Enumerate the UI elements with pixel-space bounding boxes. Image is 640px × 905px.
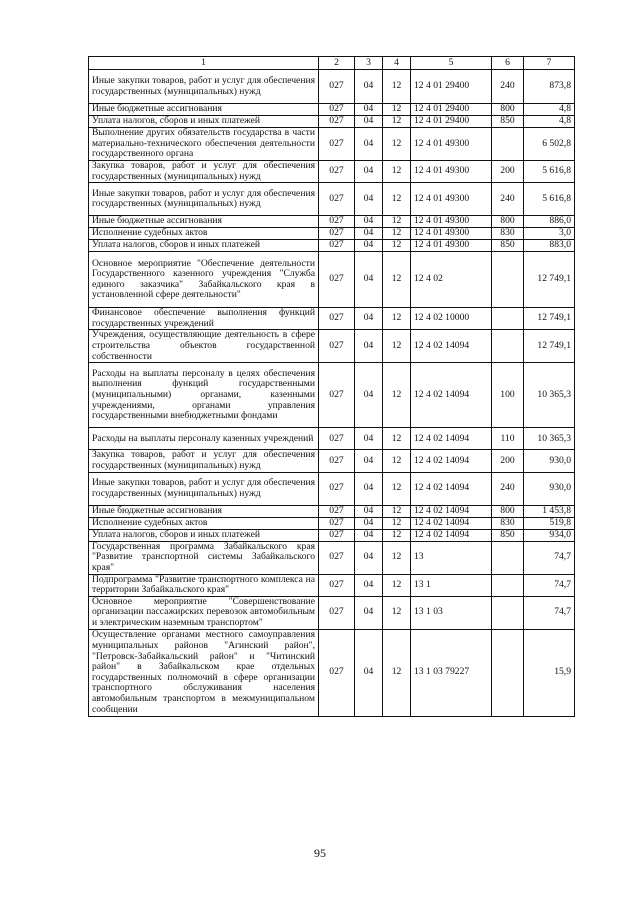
row-grbs: 027: [319, 228, 355, 240]
row-subsection: 12: [383, 116, 411, 128]
row-expense-type: 200: [492, 450, 524, 472]
row-amount: 74,7: [524, 574, 575, 596]
row-section: 04: [355, 517, 383, 529]
row-subsection: 12: [383, 240, 411, 252]
row-grbs: 027: [319, 428, 355, 450]
row-target-article: 12 4 02 10000: [411, 308, 492, 330]
row-name: Расходы на выплаты персоналу казенных учреждений: [89, 428, 319, 450]
table-row: [89, 428, 575, 450]
table-row: [89, 116, 575, 128]
table-row: [89, 541, 575, 574]
row-subsection: 12: [383, 629, 411, 716]
table-row: [89, 252, 575, 308]
row-section: 04: [355, 228, 383, 240]
row-subsection: 12: [383, 363, 411, 428]
table-row: [89, 216, 575, 228]
row-subsection: 12: [383, 541, 411, 574]
row-name: Иные бюджетные ассигнования: [89, 505, 319, 517]
row-name: Иные бюджетные ассигнования: [89, 216, 319, 228]
table-row: [89, 472, 575, 505]
row-amount: 12 749,1: [524, 252, 575, 308]
row-expense-type: [492, 629, 524, 716]
row-name: Исполнение судебных актов: [89, 517, 319, 529]
row-section: 04: [355, 541, 383, 574]
row-target-article: 12 4 02 14094: [411, 505, 492, 517]
row-section: 04: [355, 529, 383, 541]
row-section: 04: [355, 629, 383, 716]
row-expense-type: 850: [492, 116, 524, 128]
row-subsection: 12: [383, 128, 411, 161]
col-header-amount: 7: [524, 57, 575, 70]
row-amount: 12 749,1: [524, 330, 575, 363]
table-header-row: [89, 57, 575, 70]
row-name: Иные закупки товаров, работ и услуг для обеспечения государственных (муниципальных) нужд: [89, 70, 319, 104]
row-amount: 15,9: [524, 629, 575, 716]
row-target-article: 12 4 02 14094: [411, 330, 492, 363]
row-subsection: 12: [383, 574, 411, 596]
row-amount: 10 365,3: [524, 428, 575, 450]
table-row: [89, 505, 575, 517]
row-section: 04: [355, 505, 383, 517]
row-expense-type: [492, 574, 524, 596]
row-section: 04: [355, 216, 383, 228]
row-target-article: 12 4 01 49300: [411, 183, 492, 216]
row-amount: 519,8: [524, 517, 575, 529]
row-expense-type: [492, 252, 524, 308]
row-section: 04: [355, 450, 383, 472]
row-name: Иные закупки товаров, работ и услуг для обеспечения государственных (муниципальных) нужд: [89, 472, 319, 505]
table-row: [89, 161, 575, 183]
row-amount: 6 502,8: [524, 128, 575, 161]
row-amount: 934,0: [524, 529, 575, 541]
row-name: Уплата налогов, сборов и иных платежей: [89, 240, 319, 252]
row-target-article: 12 4 02 14094: [411, 472, 492, 505]
row-grbs: 027: [319, 183, 355, 216]
row-amount: 5 616,8: [524, 161, 575, 183]
row-expense-type: [492, 308, 524, 330]
row-subsection: 12: [383, 161, 411, 183]
row-subsection: 12: [383, 428, 411, 450]
row-section: 04: [355, 596, 383, 629]
row-expense-type: 800: [492, 104, 524, 116]
row-amount: 4,8: [524, 116, 575, 128]
row-target-article: 12 4 01 49300: [411, 240, 492, 252]
row-section: 04: [355, 161, 383, 183]
row-target-article: 12 4 01 49300: [411, 161, 492, 183]
row-section: 04: [355, 308, 383, 330]
row-name: Закупка товаров, работ и услуг для обеспечения государственных (муниципальных) нужд: [89, 450, 319, 472]
table-row: [89, 596, 575, 629]
row-target-article: 12 4 01 49300: [411, 228, 492, 240]
row-grbs: 027: [319, 240, 355, 252]
row-target-article: 13 1 03 79227: [411, 629, 492, 716]
row-expense-type: 240: [492, 183, 524, 216]
row-target-article: 13 1: [411, 574, 492, 596]
row-target-article: 12 4 01 29400: [411, 104, 492, 116]
row-expense-type: 110: [492, 428, 524, 450]
row-target-article: 12 4 02 14094: [411, 529, 492, 541]
row-expense-type: [492, 596, 524, 629]
row-subsection: 12: [383, 517, 411, 529]
row-grbs: 027: [319, 116, 355, 128]
row-section: 04: [355, 240, 383, 252]
row-target-article: 12 4 02 14094: [411, 450, 492, 472]
row-section: 04: [355, 428, 383, 450]
row-name: Основное мероприятие "Обеспечение деятельности Государственного казенного учреждения "Служба единого заказчика" Забайкальского края в установленной сфере деятельности": [89, 252, 319, 308]
table-row: [89, 240, 575, 252]
col-header-section: 3: [355, 57, 383, 70]
row-grbs: 027: [319, 128, 355, 161]
row-amount: 5 616,8: [524, 183, 575, 216]
row-expense-type: 200: [492, 161, 524, 183]
col-header-name: 1: [89, 57, 319, 70]
row-section: 04: [355, 128, 383, 161]
table-body: [89, 70, 575, 717]
row-amount: 1 453,8: [524, 505, 575, 517]
table-row: [89, 308, 575, 330]
col-header-target-article: 5: [411, 57, 492, 70]
row-amount: 74,7: [524, 596, 575, 629]
row-grbs: 027: [319, 363, 355, 428]
row-grbs: 027: [319, 629, 355, 716]
row-grbs: 027: [319, 574, 355, 596]
row-expense-type: 830: [492, 517, 524, 529]
row-subsection: 12: [383, 330, 411, 363]
row-amount: 10 365,3: [524, 363, 575, 428]
row-subsection: 12: [383, 104, 411, 116]
table-row: [89, 70, 575, 104]
row-subsection: 12: [383, 596, 411, 629]
table-row: [89, 128, 575, 161]
row-name: Уплата налогов, сборов и иных платежей: [89, 116, 319, 128]
table-row: [89, 450, 575, 472]
row-target-article: 12 4 01 49300: [411, 128, 492, 161]
row-grbs: 027: [319, 330, 355, 363]
table-row: [89, 574, 575, 596]
row-name: Уплата налогов, сборов и иных платежей: [89, 529, 319, 541]
row-expense-type: 800: [492, 216, 524, 228]
table-row: [89, 629, 575, 716]
row-name: Осуществление органами местного самоуправления муниципальных районов "Агинский район", "Петровск-Забайкальский район" и "Читинский район" в Забайкальском крае отдельных государственных полномочий в сфере организации транспортного обслуживания населения автомобильным транспортом в межмуниципальном сообщении: [89, 629, 319, 716]
row-amount: 74,7: [524, 541, 575, 574]
row-amount: 930,0: [524, 472, 575, 505]
row-section: 04: [355, 183, 383, 216]
table-row: [89, 529, 575, 541]
row-name: Исполнение судебных актов: [89, 228, 319, 240]
row-grbs: 027: [319, 450, 355, 472]
col-header-grbs: 2: [319, 57, 355, 70]
row-name: Выполнение других обязательств государства в части материально-технического обеспечения деятельности государственного органа: [89, 128, 319, 161]
row-target-article: 12 4 02 14094: [411, 428, 492, 450]
row-grbs: 027: [319, 308, 355, 330]
row-subsection: 12: [383, 228, 411, 240]
row-target-article: 12 4 01 49300: [411, 216, 492, 228]
table-row: [89, 104, 575, 116]
row-target-article: 12 4 02 14094: [411, 363, 492, 428]
row-target-article: 13 1 03: [411, 596, 492, 629]
row-subsection: 12: [383, 70, 411, 104]
row-section: 04: [355, 472, 383, 505]
row-name: Закупка товаров, работ и услуг для обеспечения государственных (муниципальных) нужд: [89, 161, 319, 183]
row-name: Иные закупки товаров, работ и услуг для обеспечения государственных (муниципальных) нужд: [89, 183, 319, 216]
row-subsection: 12: [383, 529, 411, 541]
row-section: 04: [355, 363, 383, 428]
row-section: 04: [355, 104, 383, 116]
row-expense-type: 240: [492, 472, 524, 505]
row-name: Основное мероприятие "Совершенствование организации пассажирских перевозок автомобильным и электрическим наземным транспортом": [89, 596, 319, 629]
row-amount: 883,0: [524, 240, 575, 252]
row-subsection: 12: [383, 505, 411, 517]
row-subsection: 12: [383, 216, 411, 228]
table-row: [89, 183, 575, 216]
row-name: Подпрограмма "Развитие транспортного комплекса на территории Забайкальского края": [89, 574, 319, 596]
row-expense-type: 830: [492, 228, 524, 240]
row-name: Государственная программа Забайкальского края "Развитие транспортной системы Забайкальского края": [89, 541, 319, 574]
row-grbs: 027: [319, 529, 355, 541]
row-section: 04: [355, 574, 383, 596]
table-row: [89, 363, 575, 428]
row-section: 04: [355, 252, 383, 308]
row-grbs: 027: [319, 596, 355, 629]
row-expense-type: [492, 330, 524, 363]
row-subsection: 12: [383, 472, 411, 505]
row-grbs: 027: [319, 161, 355, 183]
row-section: 04: [355, 70, 383, 104]
row-amount: 4,8: [524, 104, 575, 116]
row-amount: 12 749,1: [524, 308, 575, 330]
row-grbs: 027: [319, 104, 355, 116]
row-name: Иные бюджетные ассигнования: [89, 104, 319, 116]
row-target-article: 13: [411, 541, 492, 574]
row-section: 04: [355, 330, 383, 363]
row-grbs: 027: [319, 216, 355, 228]
row-expense-type: 850: [492, 529, 524, 541]
row-subsection: 12: [383, 450, 411, 472]
row-target-article: 12 4 02: [411, 252, 492, 308]
row-amount: 873,8: [524, 70, 575, 104]
row-target-article: 12 4 01 29400: [411, 70, 492, 104]
row-expense-type: 850: [492, 240, 524, 252]
row-amount: 930,0: [524, 450, 575, 472]
col-header-expense-type: 6: [492, 57, 524, 70]
row-grbs: 027: [319, 541, 355, 574]
page-number: 95: [314, 846, 326, 860]
row-name: Расходы на выплаты персоналу в целях обеспечения выполнения функций государственными (муниципальными) органами, казенными учреждениями, органами управления государственными внебюджетными фондами: [89, 363, 319, 428]
row-expense-type: [492, 541, 524, 574]
row-amount: 3,0: [524, 228, 575, 240]
row-grbs: 027: [319, 70, 355, 104]
row-amount: 886,0: [524, 216, 575, 228]
row-grbs: 027: [319, 505, 355, 517]
table-row: [89, 517, 575, 529]
col-header-subsection: 4: [383, 57, 411, 70]
row-grbs: 027: [319, 252, 355, 308]
row-target-article: 12 4 02 14094: [411, 517, 492, 529]
row-name: Финансовое обеспечение выполнения функций государственных учреждений: [89, 308, 319, 330]
row-expense-type: 100: [492, 363, 524, 428]
table-row: [89, 330, 575, 363]
row-subsection: 12: [383, 308, 411, 330]
row-target-article: 12 4 01 29400: [411, 116, 492, 128]
row-expense-type: 240: [492, 70, 524, 104]
row-subsection: 12: [383, 183, 411, 216]
table-row: [89, 228, 575, 240]
row-section: 04: [355, 116, 383, 128]
row-expense-type: 800: [492, 505, 524, 517]
row-expense-type: [492, 128, 524, 161]
budget-table: [88, 56, 575, 717]
row-grbs: 027: [319, 472, 355, 505]
row-name: Учреждения, осуществляющие деятельность в сфере строительства объектов государственной собственности: [89, 330, 319, 363]
row-grbs: 027: [319, 517, 355, 529]
row-subsection: 12: [383, 252, 411, 308]
